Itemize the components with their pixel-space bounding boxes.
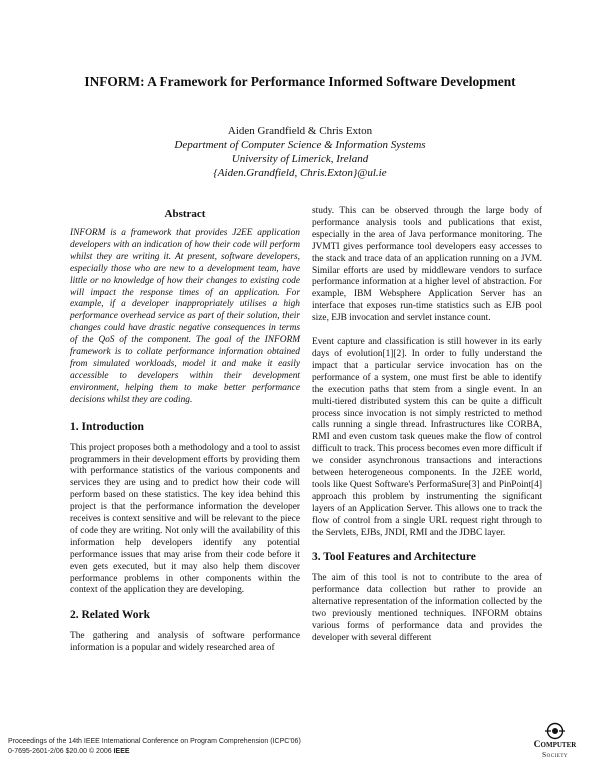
related-heading: 2. Related Work [70,609,150,622]
related-continued-text: study. This can be observed through the large body of performance analysis tools and publications that exist, especially in the area of Java performance monitoring. The JVMTI gives performance tool developers easy accesses to the stack and trace data of an application running on a JVM. Similar efforts are used by middleware vendors to surface performance information at a higher level of abstraction. For example, IBM Websphere Application Server has an interface that exposes run-time statistics such as EJB pool size, EJB invocation and servlet instance count. [312,206,542,324]
department: Department of Computer Science & Information Systems [174,139,426,151]
event-capture-text: Event capture and classification is still however in its early days of evolution[1][2]. In order to fully understand the impact that a particular service invocation has on the performance of a system, one must first be able to identify the execution paths that stem from a single event. In an multi-tiered distributed system this can be quite a difficult process since invocation is not simply restricted to method calls running a single thread. Infrastructures like CORBA, RMI and even custom task queues make the flow of control difficult to track. This process becomes even more difficult if we consider asynchronous transactions and interactions between heterogeneous components. In the J2EE world, tools like Quest Software's PerformaSure[3] and PinPoint[4] approach this problem by instrumenting the significant layers of an Application Server. This allows one to track the flow of control from a single URL request right through to the Servlets, EJBs, JNDI, RMI and the JDBC layer. [312,337,542,538]
logo-line-2: Society [541,750,568,759]
email: {Aiden.Grandfield, Chris.Exton}@ul.ie [213,167,387,179]
author-block [40,124,560,180]
abstract-text: INFORM is a framework that provides J2EE application developers with an indication of how their code will perform whilst they are writing it. At present, software developers, especially those who are new to a development team, have little or no knowledge of how their changes to existing code will impact the response times of an application. For example, if a developer inappropriately utilises a high performance overhead service as part of their solution, their changes could have drastic negative consequences in terms of the QoS of the component. The goal of the INFORM framework is to collate performance information obtained from simulated workloads, model it and make it easily accessible to developers within their development environment, helping them to make better performance decisions whilst they are coding. [70,228,300,405]
tools-text: The aim of this tool is not to contribute to the area of performance data collection but rather to provide an alternative representation of the information collected by the two previously mentioned techniques. INFORM obtains various forms of performance data and provides the developer with several different [312,573,542,643]
proceedings-footer [8,737,301,757]
left-column [70,208,300,655]
university: University of Limerick, Ireland [231,153,369,165]
tools-heading: 3. Tool Features and Architecture [312,551,476,564]
authors: Aiden Grandfield & Chris Exton [227,125,373,137]
isbn-line: 0-7695-2601-2/06 $20.00 © 2006 [8,748,112,755]
logo-line-1: Computer [533,740,577,750]
ieee-label: IEEE [113,748,130,755]
computer-society-logo [524,722,586,759]
right-column [312,206,542,645]
abstract-heading: Abstract [164,208,206,220]
computer-society-icon [543,722,567,740]
intro-text: This project proposes both a methodology and a tool to assist programmers in their development efforts by providing them with performance statistics of the various components and services they are using and to predict how their code will perform based on these statistics. The key idea behind this project is that the performance information the developer receives is context sensitive and will be relevant to the piece of code they are writing. Not only will the availability of this information help developers identify any potential performance issues that may arise from their code before it even gets executed, but it may also help them discover performance problems in other components within the context of the application they are developing. [70,442,300,596]
proceedings-line: Proceedings of the 14th IEEE International Conference on Program Comprehension (ICPC'06) [8,738,301,745]
related-text: The gathering and analysis of software performance information is a popular and widely researched area of [70,631,300,654]
intro-heading: 1. Introduction [70,420,144,433]
paper-title: INFORM: A Framework for Performance Informed Software Development [84,74,516,89]
